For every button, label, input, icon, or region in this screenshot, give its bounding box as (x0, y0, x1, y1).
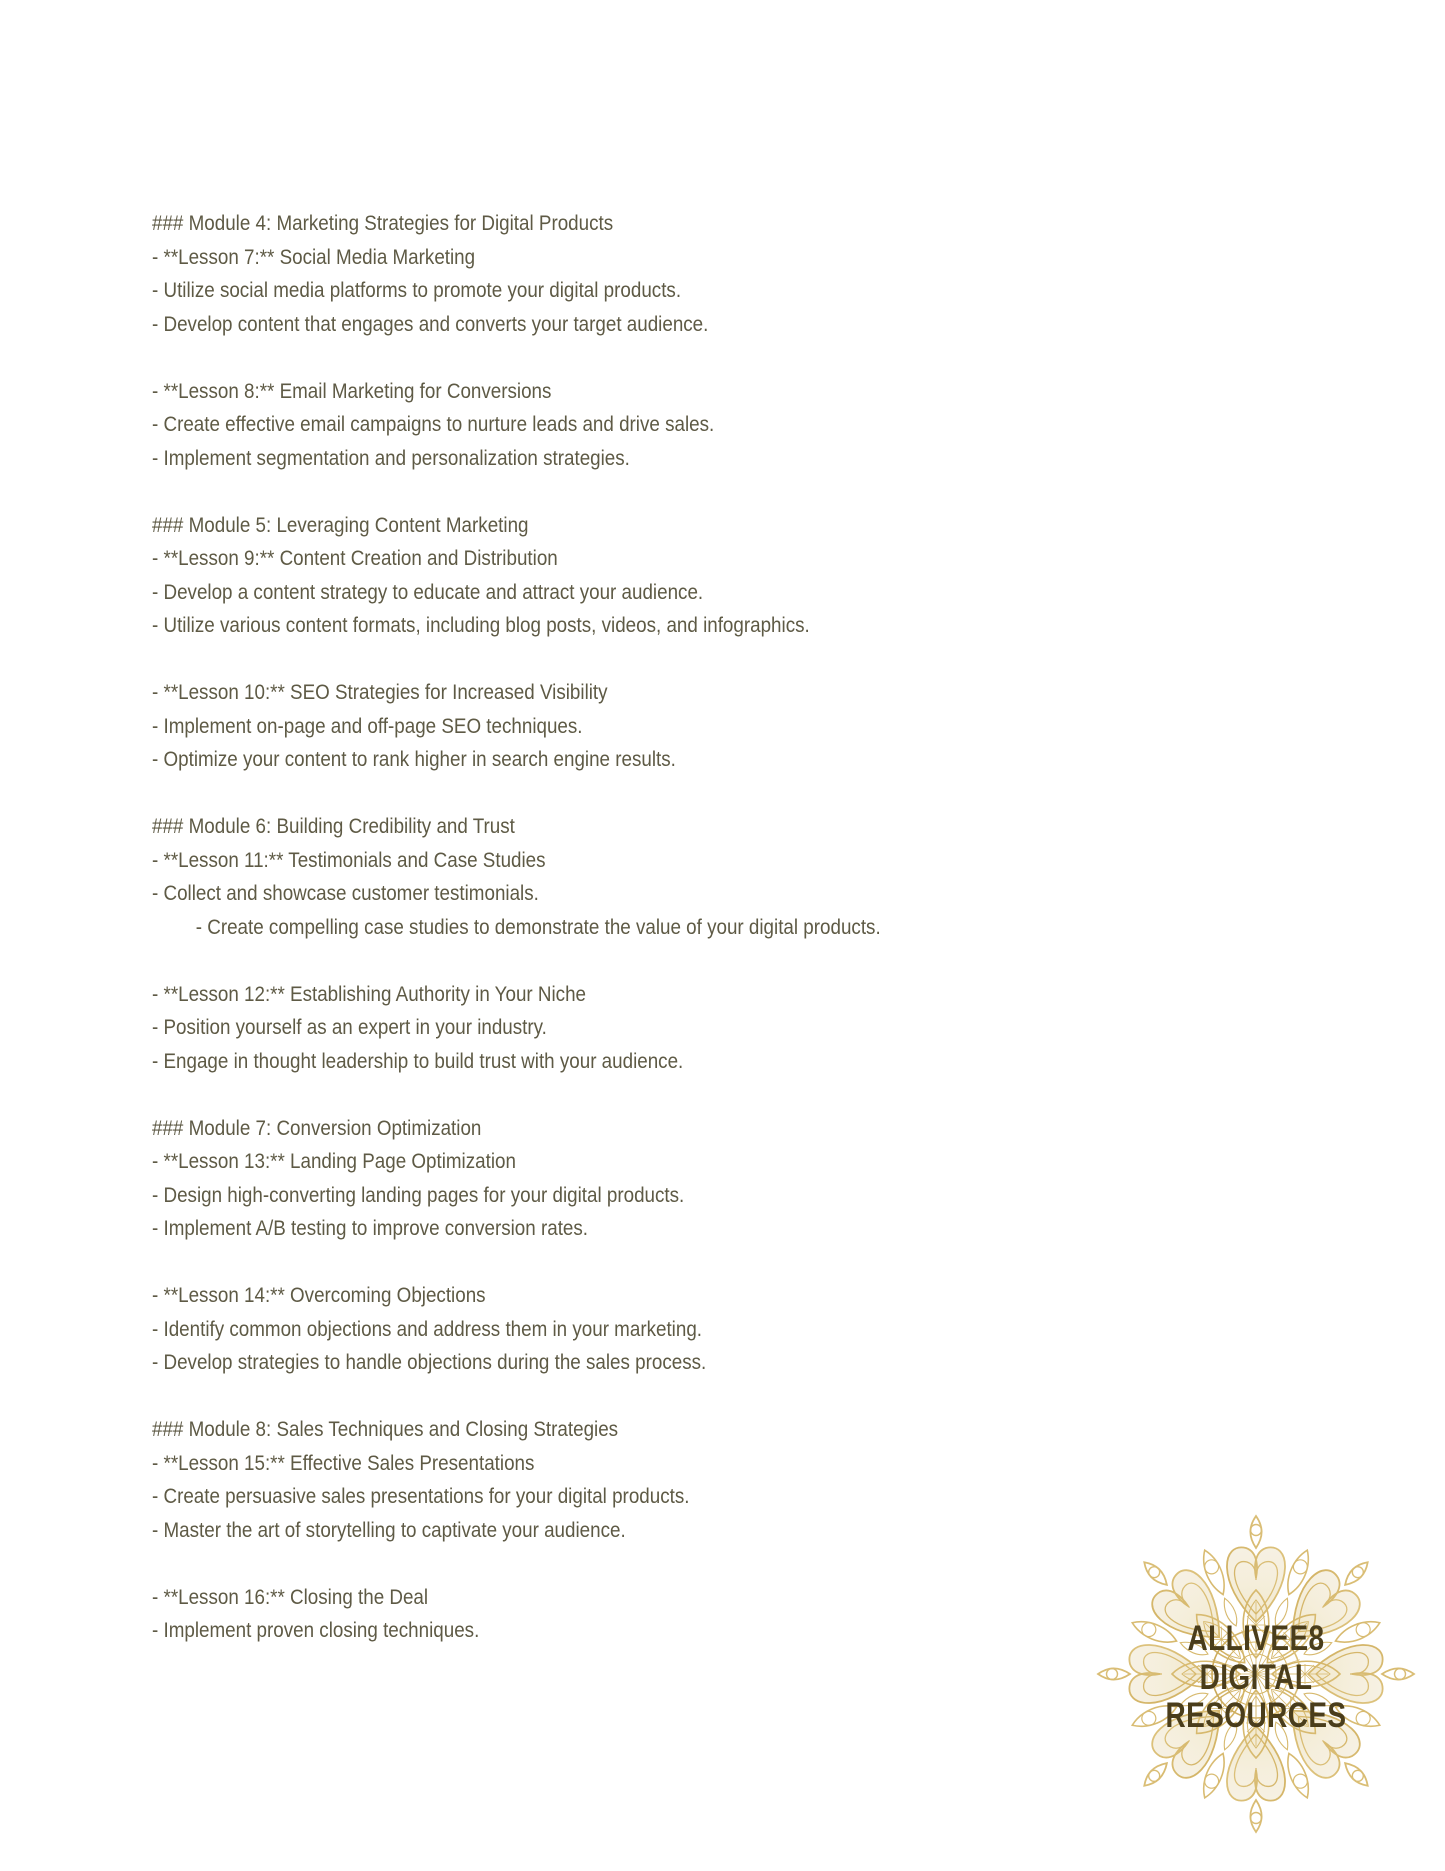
doc-line: - **Lesson 16:** Closing the Deal (152, 1584, 429, 1609)
brand-line-1: ALLIVEE8 (1187, 1619, 1325, 1658)
doc-line: - **Lesson 8:** Email Marketing for Conversions (152, 378, 552, 403)
doc-line: - Position yourself as an expert in your industry. (152, 1015, 547, 1039)
blank-line (152, 341, 881, 375)
doc-line: ### Module 4: Marketing Strategies for Digital Products (152, 211, 614, 235)
blank-line (152, 777, 881, 811)
blank-line (152, 1246, 881, 1280)
blank-line (152, 1547, 881, 1581)
doc-line: - Master the art of storytelling to captivate your audience. (152, 1517, 626, 1542)
doc-line: - Implement proven closing techniques. (152, 1618, 480, 1642)
brand-wordmark (1127, 1620, 1385, 1736)
doc-line: - **Lesson 7:** Social Media Marketing (152, 244, 476, 269)
doc-line: - **Lesson 11:** Testimonials and Case Studies (152, 847, 546, 872)
doc-line: ### Module 8: Sales Techniques and Closing Strategies (152, 1417, 619, 1441)
brand-line-3: RESOURCES (1165, 1696, 1347, 1735)
doc-line: - Implement segmentation and personalization strategies. (152, 445, 630, 470)
doc-line: - Implement A/B testing to improve conversion rates. (152, 1216, 589, 1240)
doc-line: - **Lesson 9:** Content Creation and Distribution (152, 546, 558, 570)
doc-line: - **Lesson 13:** Landing Page Optimization (152, 1149, 516, 1173)
doc-line: - Design high-converting landing pages for your digital products. (152, 1182, 685, 1207)
doc-line: - Develop a content strategy to educate and attract your audience. (152, 579, 704, 604)
doc-line: - Identify common objections and address them in your marketing. (152, 1316, 703, 1341)
blank-line (152, 944, 881, 978)
doc-line: - Collect and showcase customer testimonials. (152, 881, 539, 905)
brand-line-2: DIGITAL (1199, 1657, 1313, 1697)
doc-line: - Create persuasive sales presentations for your digital products. (152, 1484, 690, 1508)
doc-line: - Implement on-page and off-page SEO techniques. (152, 713, 583, 738)
doc-line: - Develop content that engages and converts your target audience. (152, 311, 709, 336)
doc-line: - Engage in thought leadership to build trust with your audience. (152, 1048, 684, 1073)
doc-line: - **Lesson 12:** Establishing Authority in Your Niche (152, 981, 587, 1006)
blank-line (152, 643, 881, 677)
brand-logo (1095, 1513, 1417, 1835)
blank-line (152, 475, 881, 509)
doc-line: - Create compelling case studies to demonstrate the value of your digital products. (195, 914, 881, 939)
doc-line: - Utilize social media platforms to promote your digital products. (152, 278, 682, 302)
doc-line: - **Lesson 15:** Effective Sales Presentations (152, 1450, 535, 1475)
doc-line: - Create effective email campaigns to nurture leads and drive sales. (152, 412, 715, 436)
doc-line: - Utilize various content formats, including blog posts, videos, and infographics. (152, 613, 810, 637)
blank-line (152, 1078, 881, 1112)
doc-line: - **Lesson 14:** Overcoming Objections (152, 1283, 486, 1307)
blank-line (152, 1380, 881, 1414)
doc-line: ### Module 6: Building Credibility and Trust (152, 814, 515, 838)
doc-line: ### Module 5: Leveraging Content Marketing (152, 512, 529, 537)
doc-line: - Develop strategies to handle objections during the sales process. (152, 1350, 707, 1374)
doc-line: ### Module 7: Conversion Optimization (152, 1115, 482, 1140)
doc-line: - **Lesson 10:** SEO Strategies for Increased Visibility (152, 680, 608, 704)
doc-line: - Optimize your content to rank higher in search engine results. (152, 747, 676, 771)
document-text (152, 207, 881, 1648)
